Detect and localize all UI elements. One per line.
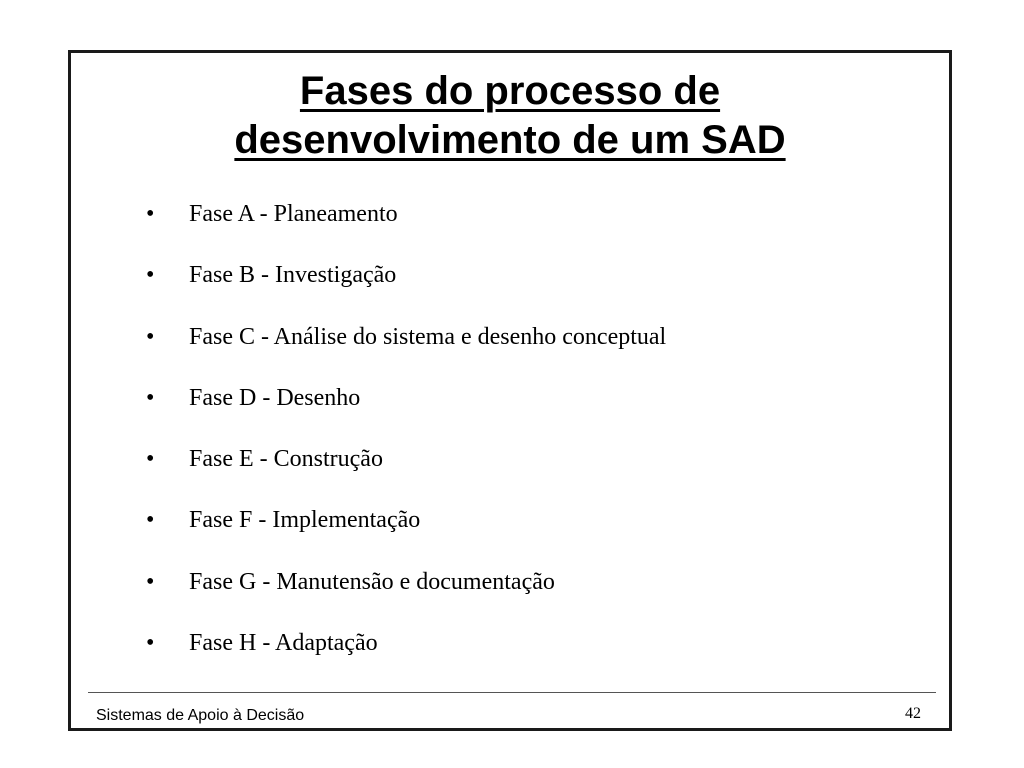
- footer-divider: [88, 692, 936, 693]
- slide-title-line-1: Fases do processo de: [299, 69, 721, 113]
- bullet-icon: •: [146, 507, 155, 534]
- list-item-label: Fase A - Planeamento: [189, 201, 398, 227]
- list-item-label: Fase D - Desenho: [189, 384, 361, 411]
- footer-course-title: Sistemas de Apoio à Decisão: [96, 707, 305, 724]
- slide-title: [71, 67, 949, 165]
- list-item-label: Fase H - Adaptação: [189, 630, 378, 657]
- bullet-icon: •: [146, 630, 155, 657]
- page-number: 42: [905, 705, 921, 722]
- slide-frame: [68, 50, 952, 731]
- bullet-icon: •: [146, 323, 155, 350]
- bullet-icon: •: [146, 384, 155, 411]
- bullet-icon: •: [146, 201, 155, 227]
- slide-title-line-2: desenvolvimento de um SAD: [234, 118, 786, 162]
- bullet-icon: •: [146, 446, 155, 473]
- list-item-label: Fase B - Investigação: [189, 262, 397, 289]
- list-item-label: Fase E - Construção: [189, 446, 383, 473]
- list-item-label: Fase F - Implementação: [189, 507, 421, 534]
- list-item-label: Fase C - Análise do sistema e desenho conceptual: [189, 323, 667, 350]
- bullet-icon: •: [146, 262, 155, 289]
- bullet-icon: •: [146, 568, 155, 595]
- list-item-label: Fase G - Manutensão e documentação: [189, 568, 555, 595]
